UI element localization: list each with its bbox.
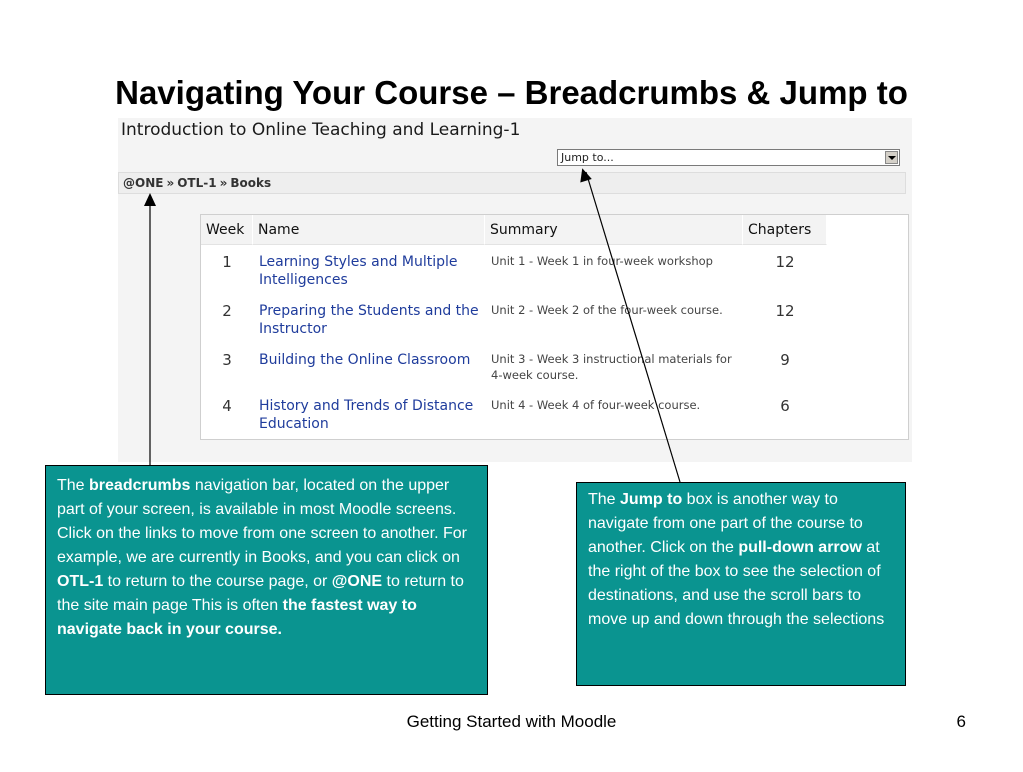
row-2-summary: Unit 2 - Week 2 of the four-week course.: [491, 303, 723, 317]
breadcrumb-arrowhead: [144, 193, 156, 206]
row-3-week: 3: [222, 351, 232, 369]
page-number: 6: [956, 712, 966, 731]
breadcrumb-link-otl1[interactable]: OTL-1: [177, 176, 217, 190]
callout-bold: the fastest way to navigate back in your course.: [57, 597, 417, 638]
breadcrumb-separator: »: [166, 176, 175, 190]
row-4-name-link[interactable]: History and Trends of Distance Education: [259, 398, 474, 432]
jump-to-arrowhead: [577, 167, 592, 183]
row-4-summary: Unit 4 - Week 4 of four-week course.: [491, 398, 701, 412]
callout-text: box is another way to navigate from one part of the course to another. Click on the: [588, 491, 863, 556]
row-3-summary: Unit 3 - Week 3 instructional materials for 4-week course.: [491, 352, 732, 382]
callout-bold: pull-down arrow: [738, 539, 862, 556]
callout-text: to return to the site main page This is often: [57, 573, 464, 614]
breadcrumbs-callout: [45, 465, 488, 695]
callout-text: navigation bar, located on the upper part of your screen, is available in most Moodle screens. Click on the links to move from one screen to another. For example, we are currently in Books, and you can click on: [57, 477, 467, 566]
row-1-chapters: 12: [775, 253, 795, 271]
breadcrumb-current-books: Books: [230, 176, 272, 190]
callout-text: at the right of the box to see the selection of destinations, and use the scroll bars to move up and down through the selections: [588, 539, 885, 628]
callout-bold: breadcrumbs: [89, 477, 191, 494]
row-2-week: 2: [222, 302, 232, 320]
jump-to-placeholder: Jump to...: [561, 151, 614, 164]
breadcrumb-link-one[interactable]: @ONE: [123, 176, 164, 190]
row-4-week: 4: [222, 397, 232, 415]
jump-to-arrow: [586, 172, 680, 482]
row-2-name-link[interactable]: Preparing the Students and the Instructor: [259, 303, 479, 337]
callout-text: to return to the course page, or: [103, 573, 332, 590]
callout-bold: Jump to: [620, 491, 683, 508]
slide-title: Navigating Your Course – Breadcrumbs & Jump to: [115, 74, 908, 111]
row-1-summary: Unit 1 - Week 1 in four-week workshop: [491, 254, 713, 268]
course-title: Introduction to Online Teaching and Learning-1: [121, 120, 521, 140]
column-header-chapters: Chapters: [743, 215, 827, 245]
row-4-chapters: 6: [780, 397, 790, 415]
row-3-name-link[interactable]: Building the Online Classroom: [259, 352, 471, 368]
row-2-chapters: 12: [775, 302, 795, 320]
row-1-name-link[interactable]: Learning Styles and Multiple Intelligences: [259, 254, 458, 288]
row-3-chapters: 9: [780, 351, 790, 369]
callout-text: The: [57, 477, 90, 494]
callout-bold: @ONE: [331, 573, 383, 590]
footer-title: Getting Started with Moodle: [406, 712, 617, 731]
column-header-summary: Summary: [485, 215, 743, 245]
column-header-name: Name: [253, 215, 485, 245]
callout-text: The: [588, 491, 621, 508]
breadcrumb-separator: »: [219, 176, 228, 190]
jump-to-callout: [576, 482, 906, 686]
row-1-week: 1: [222, 253, 232, 271]
column-header-week: Week: [201, 215, 253, 245]
callout-bold: OTL-1: [57, 573, 104, 590]
